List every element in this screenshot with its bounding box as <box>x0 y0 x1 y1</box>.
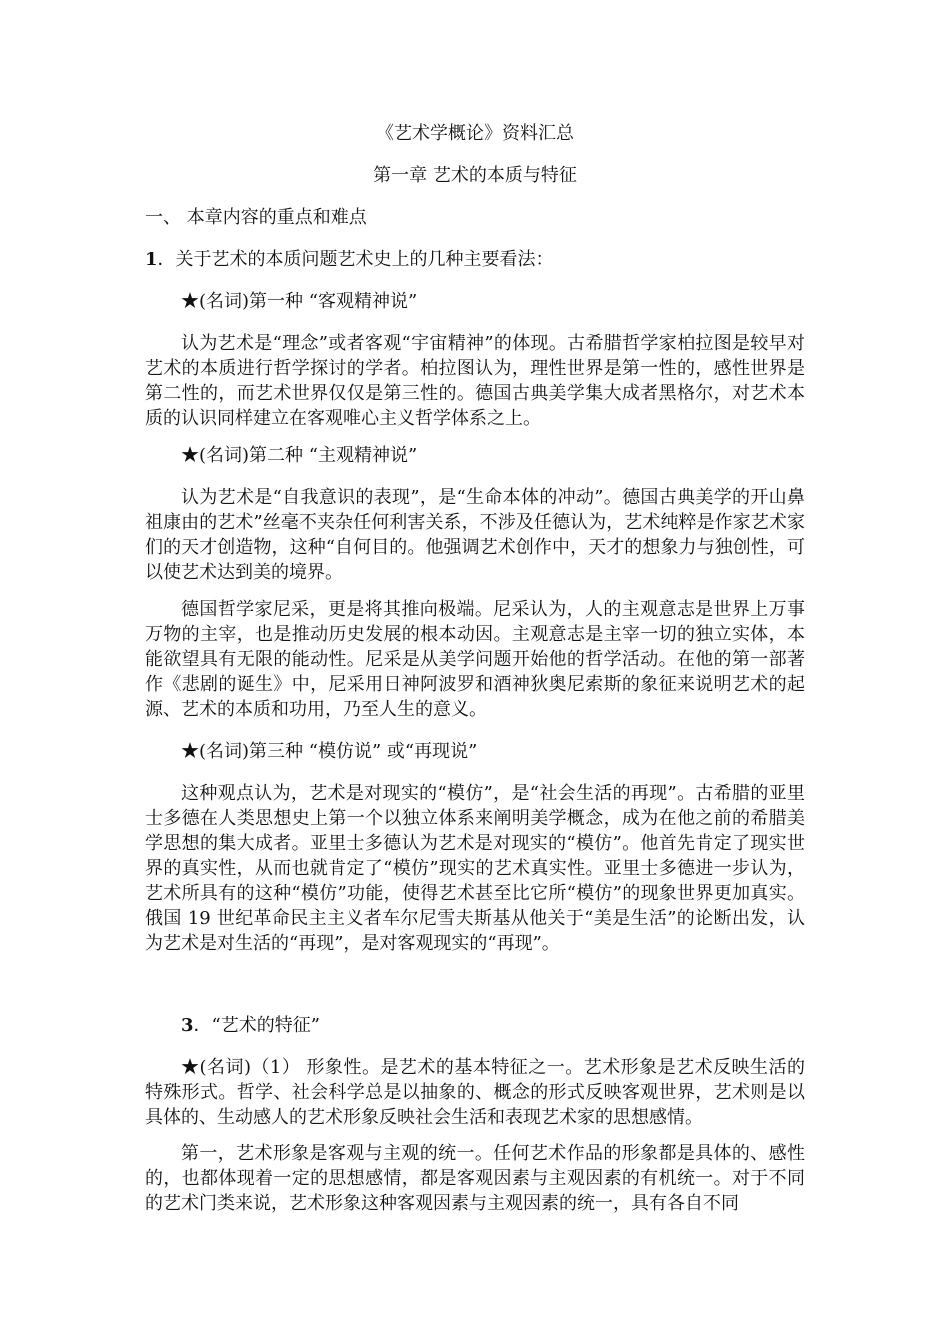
question-3-number: 3 <box>181 1015 194 1036</box>
question-3-heading <box>181 1013 320 1038</box>
paragraph-5: ★(名词)（1） 形象性。是艺术的基本特征之一。艺术形象是艺术反映生活的特殊形式。哲学、社会科学总是以抽象的、概念的形式反映客观世界，艺术则是以具体的、生动感人的艺术形象反映社会生活和表现艺术家的思想感情。 <box>145 1057 805 1128</box>
paragraph-1: 认为艺术是“理念”或者客观“宇宙精神”的体现。古希腊哲学家柏拉图是较早对艺术的本质进行哲学探讨的学者。柏拉图认为，理性世界是第一性的，感性世界是第二性的，而艺术世界仅仅是第三性的。德国古典美学集大成者黑格尔，对艺术本质的认识同样建立在客观唯心主义哲学体系之上。 <box>145 333 805 429</box>
paragraph-2: 认为艺术是“自我意识的表现”，是“生命本体的冲动”。德国古典美学的开山鼻祖康由的艺术”丝毫不夹杂任何利害关系，不涉及任德认为，艺术纯粹是作家艺术家们的天才创造物，这种“自何目的。他强调艺术创作中，天才的想象力与独创性，可以使艺术达到美的境界。 <box>145 487 805 583</box>
term-heading-2: ★(名词)第二种 “主观精神说” <box>181 445 418 466</box>
question-1-text: ．关于艺术的本质问题艺术史上的几种主要看法： <box>157 249 554 270</box>
paragraph-3: 德国哲学家尼采，更是将其推向极端。尼采认为，人的主观意志是世界上万事万物的主宰，也是推动历史发展的根本动因。主观意志是主宰一切的独立实体，本能欲望具有无限的能动性。尼采是从美学问题开始他的哲学活动。在他的第一部著作《悲剧的诞生》中，尼采用日神阿波罗和酒神狄奥尼索斯的象征来说明艺术的起源、艺术的本质和功用，乃至人生的意义。 <box>145 599 805 720</box>
section-heading: 一、 本章内容的重点和难点 <box>145 207 367 228</box>
chapter-heading: 第一章 艺术的本质与特征 <box>373 165 577 186</box>
question-3-text: ．“艺术的特征” <box>193 1015 320 1036</box>
question-1-number: 1 <box>145 249 158 270</box>
paragraph-4: 这种观点认为，艺术是对现实的“模仿”，是“社会生活的再现”。古希腊的亚里士多德在人类思想史上第一个以独立体系来阐明美学概念，成为在他之前的希腊美学思想的集大成者。亚里士多德认为艺术是对现实的“模仿”。他首先肯定了现实世界的真实性，从而也就肯定了“模仿”现实的艺术真实性。亚里士多德进一步认为，艺术所具有的这种“模仿”功能，使得艺术甚至比它所“模仿”的现象世界更加真实。俄国 19 世纪革命民主主义者车尔尼雪夫斯基从他关于“美是生活”的论断出发，认为艺术是对生活的“再现”，是对客观现实的“再现”。 <box>145 783 805 954</box>
document-title: 《艺术学概论》资料汇总 <box>376 123 574 144</box>
question-1-heading <box>145 247 554 272</box>
paragraph-6: 第一，艺术形象是客观与主观的统一。任何艺术作品的形象都是具体的、感性的，也都体现着一定的思想感情，都是客观因素与主观因素的有机统一。对于不同的艺术门类来说，艺术形象这种客观因素与主观因素的统一，具有各自不同 <box>145 1143 805 1214</box>
term-heading-3: ★(名词)第三种 “模仿说” 或“再现说” <box>181 741 478 762</box>
term-heading-1: ★(名词)第一种 “客观精神说” <box>181 291 418 312</box>
